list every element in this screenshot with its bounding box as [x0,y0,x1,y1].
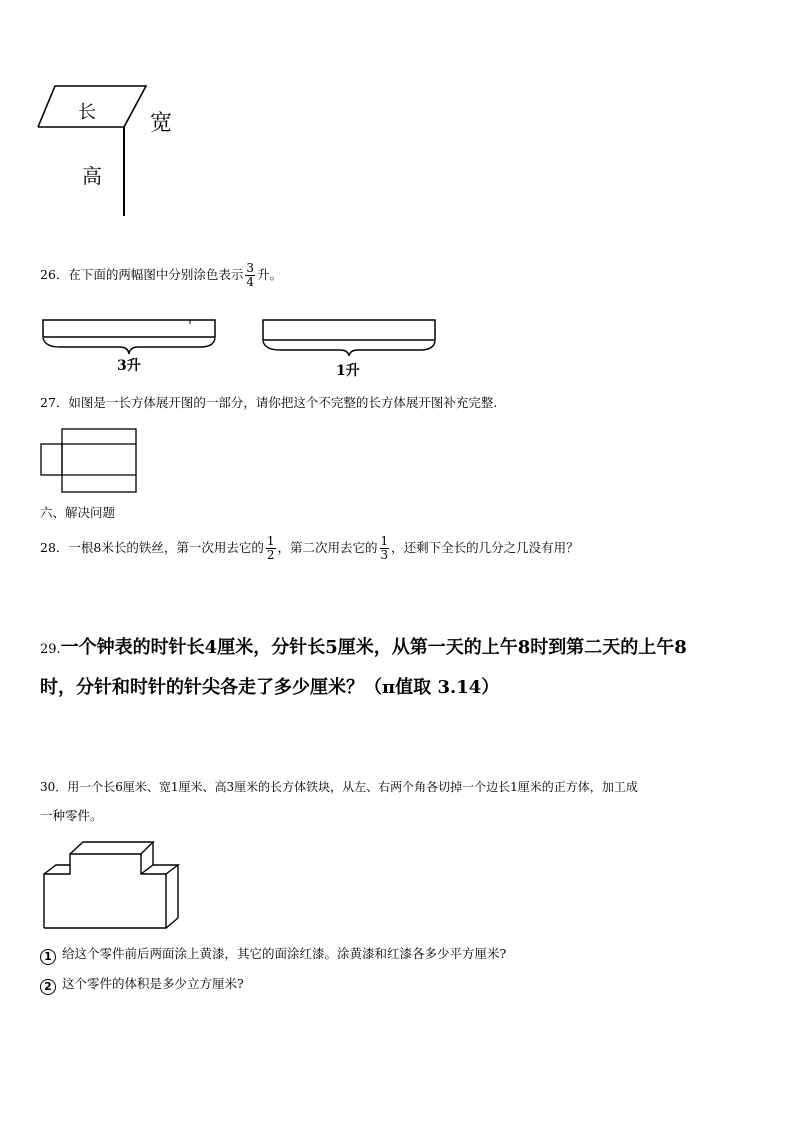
section-6-title: 六、解决问题 [40,505,116,520]
question-30-sub2: 2 这个零件的体积是多少立方厘米? [40,976,244,995]
question-29 [40,636,687,700]
fraction-one-half: $\frac{1}{2}$ [266,534,275,562]
fraction-three-quarters: $\frac{3}{4}$ [246,261,255,289]
question-30-line1: 30．用一个长6厘米、宽1厘米、高3厘米的长方体铁块，从左、右两个角各切掉一个边长1厘米的正方体，加工成 [40,780,638,794]
circled-number-2: 2 [40,979,56,995]
fraction-one-third: $\frac{1}{3}$ [380,534,389,562]
question-29-number: 29. [40,642,61,657]
question-26: 26．在下面的两幅图中分别涂色表示 $\frac{3}{4}$ 升。 [40,261,283,289]
net-partial-figure [38,426,142,496]
bar-3-liters [40,316,220,356]
cuboid-corner-figure [34,80,194,220]
bar-1-liter [260,316,440,356]
question-30-line2: 一种零件。 [40,808,103,823]
label-chang: 长 [78,102,96,123]
label-kuan: 宽 [150,111,173,136]
bar-1-liter-label: 1升 [336,363,360,379]
label-gao: 高 [82,164,102,188]
part-3d-figure [38,838,188,934]
question-29-line1: 一个钟表的时针长4厘米，分针长5厘米，从第一天的上午8时到第二天的上午8 [60,637,687,658]
question-27: 27．如图是一长方体展开图的一部分，请你把这个不完整的长方体展开图补充完整. [40,395,498,410]
circled-number-1: 1 [40,949,56,965]
question-29-line2: 时，分针和时针的针尖各走了多少厘米？（π值取 3.14） [40,677,500,698]
question-28: 28．一根8米长的铁丝，第一次用去它的 $\frac{1}{2}$ ，第二次用去它的 $\frac{1}{3}$ ，还剩下全长的几分之几没有用？ [40,534,579,562]
question-30-sub1: 1 给这个零件前后两面涂上黄漆，其它的面涂红漆。涂黄漆和红漆各多少平方厘米? [40,946,506,965]
bar-3-liters-label: 3升 [117,358,141,374]
